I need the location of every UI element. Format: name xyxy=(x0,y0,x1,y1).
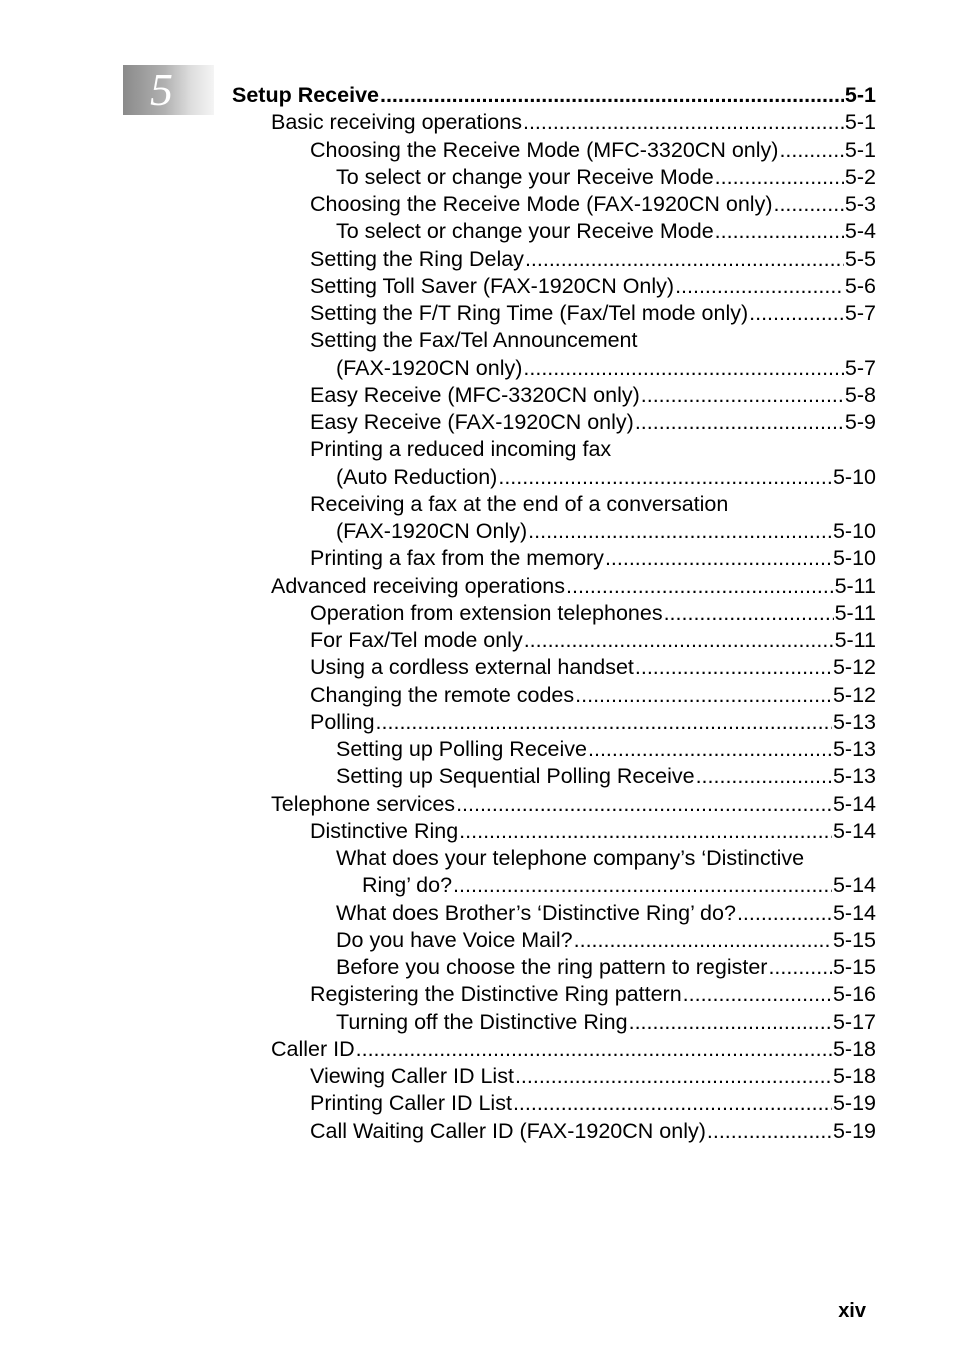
toc-entry-page: 5-15 xyxy=(832,955,876,979)
dot-leader xyxy=(524,627,834,654)
toc-entry-title: Using a cordless external handset xyxy=(310,655,634,680)
toc-entry[interactable] xyxy=(0,409,954,436)
toc-entry-title: Turning off the Distinctive Ring xyxy=(336,1009,628,1034)
dot-leader xyxy=(356,1036,832,1063)
toc-entry-title: (FAX-1920CN Only) xyxy=(336,519,528,543)
toc-entry[interactable] xyxy=(0,1090,954,1117)
toc-entry-title: Basic receiving operations xyxy=(271,110,522,135)
toc-entry-page: 5-11 xyxy=(834,600,876,625)
toc-entry-title: To select or change your Receive Mode xyxy=(336,219,714,244)
toc-entry-page: 5-1 xyxy=(844,83,876,107)
toc-entry[interactable] xyxy=(0,109,954,136)
toc-entry-page: 5-13 xyxy=(832,709,876,734)
toc-entry[interactable] xyxy=(0,1036,954,1063)
dot-leader xyxy=(453,872,832,899)
toc-entry-title: Printing a fax from the memory xyxy=(310,546,604,571)
toc-entry[interactable] xyxy=(0,218,954,245)
toc-entry-page: 5-14 xyxy=(832,873,876,898)
toc-entry-title: Registering the Distinctive Ring pattern xyxy=(310,982,682,1007)
toc-entry-page: 5-18 xyxy=(832,1036,876,1061)
dot-leader xyxy=(635,654,832,681)
toc-entry[interactable] xyxy=(0,682,954,709)
toc-entry[interactable] xyxy=(0,327,954,354)
dot-leader xyxy=(605,545,832,572)
dot-leader xyxy=(629,1009,832,1036)
toc-entry-page: 5-4 xyxy=(844,219,876,244)
toc-entry-title: For Fax/Tel mode only xyxy=(310,628,523,652)
toc-entry-page: 5-19 xyxy=(832,1091,876,1116)
dot-leader xyxy=(513,1090,832,1117)
toc-entry-title: Receiving a fax at the end of a conversation xyxy=(310,491,729,516)
dot-leader xyxy=(523,355,844,382)
dot-leader xyxy=(566,573,834,600)
toc-entry-page: 5-10 xyxy=(832,519,876,543)
toc-entry-page: 5-13 xyxy=(832,764,876,789)
toc-entry[interactable] xyxy=(0,137,954,164)
chapter-number: 5 xyxy=(150,64,173,115)
toc-entry-page: 5-17 xyxy=(832,1009,876,1034)
toc-entry[interactable] xyxy=(0,818,954,845)
dot-leader xyxy=(528,518,832,545)
toc-entry-title: Operation from extension telephones xyxy=(310,600,663,625)
toc-entry[interactable] xyxy=(0,927,954,954)
dot-leader xyxy=(525,246,844,273)
toc-entry-title: Changing the remote codes xyxy=(310,682,575,707)
toc-entry-page: 5-19 xyxy=(832,1118,876,1143)
toc-entry[interactable] xyxy=(0,981,954,1008)
dot-leader xyxy=(707,1118,832,1145)
dot-leader xyxy=(779,137,843,164)
toc-entry-page: 5-6 xyxy=(844,273,876,298)
toc-entry-title: Ring’ do? xyxy=(362,873,453,898)
toc-entry-title: Choosing the Receive Mode (FAX-1920CN only) xyxy=(310,192,773,216)
dot-leader xyxy=(768,954,832,981)
dot-leader xyxy=(675,273,844,300)
toc-entry-page: 5-11 xyxy=(834,573,876,598)
toc-entry-title: To select or change your Receive Mode xyxy=(336,164,714,189)
toc-entry-title: Caller ID xyxy=(271,1036,355,1061)
toc-entry-page: 5-12 xyxy=(832,682,876,707)
dot-leader xyxy=(683,981,832,1008)
toc-entry-page: 5-14 xyxy=(832,900,876,925)
toc-entry-page: 5-1 xyxy=(844,137,876,162)
toc-entry[interactable] xyxy=(0,763,954,790)
toc-entry-page: 5-8 xyxy=(844,382,876,407)
toc-entry-title: Setup Receive xyxy=(232,83,379,107)
toc-entry-page: 5-18 xyxy=(832,1064,876,1088)
toc-entry-title: Setting the Fax/Tel Announcement xyxy=(310,328,638,353)
toc-entry[interactable] xyxy=(0,464,954,491)
toc-entry-title: Printing a reduced incoming fax xyxy=(310,437,612,462)
dot-leader xyxy=(635,409,844,436)
dot-leader xyxy=(523,109,844,136)
dot-leader xyxy=(749,300,844,327)
toc-entry[interactable] xyxy=(0,736,954,763)
toc-entry[interactable] xyxy=(0,491,954,518)
toc-entry-title: Easy Receive (MFC-3320CN only) xyxy=(310,382,640,407)
toc-entry-page: 5-13 xyxy=(832,737,876,761)
toc-entry[interactable] xyxy=(0,382,954,409)
footer-page-number: xiv xyxy=(838,1300,866,1322)
dot-leader xyxy=(588,736,832,763)
toc-entry-title: Setting up Polling Receive xyxy=(336,737,587,761)
dot-leader xyxy=(574,927,832,954)
toc-entry[interactable] xyxy=(0,954,954,981)
toc-entry[interactable] xyxy=(0,273,954,300)
dot-leader xyxy=(456,791,832,818)
toc-entry-title: Advanced receiving operations xyxy=(271,573,566,598)
toc-entry[interactable] xyxy=(0,300,954,327)
toc-entry-page: 5-14 xyxy=(832,791,876,816)
toc-entry-title: Do you have Voice Mail? xyxy=(336,927,573,952)
toc-entry-page: 5-2 xyxy=(844,164,876,189)
toc-entry[interactable] xyxy=(0,1118,954,1145)
dot-leader xyxy=(515,1063,832,1090)
toc-entry-title: What does Brother’s ‘Distinctive Ring’ do? xyxy=(336,900,736,925)
toc-entry[interactable] xyxy=(0,573,954,600)
toc-entry-title: Viewing Caller ID List xyxy=(310,1064,514,1088)
toc-entry[interactable] xyxy=(0,1009,954,1036)
toc-entry[interactable] xyxy=(0,900,954,927)
toc-entry-title: Before you choose the ring pattern to register xyxy=(336,955,768,979)
toc-entry[interactable] xyxy=(0,654,954,681)
toc-entry-title: Setting up Sequential Polling Receive xyxy=(336,764,695,789)
table-of-contents xyxy=(0,82,954,1145)
dot-leader xyxy=(459,818,832,845)
toc-entry[interactable] xyxy=(0,600,954,627)
dot-leader xyxy=(715,164,844,191)
toc-entry-page: 5-5 xyxy=(844,246,876,271)
toc-entry-title: Setting Toll Saver (FAX-1920CN Only) xyxy=(310,273,675,298)
toc-entry-page: 5-11 xyxy=(834,628,876,652)
toc-entry-title: Choosing the Receive Mode (MFC-3320CN only) xyxy=(310,137,779,162)
toc-entry[interactable] xyxy=(0,845,954,872)
toc-entry-title: Setting the F/T Ring Time (Fax/Tel mode only) xyxy=(310,301,749,325)
dot-leader xyxy=(696,763,832,790)
toc-entry[interactable] xyxy=(0,627,954,654)
dot-leader xyxy=(575,682,832,709)
toc-entry-title: What does your telephone company’s ‘Distinctive xyxy=(336,846,805,870)
toc-entry[interactable] xyxy=(0,518,954,545)
toc-entry-page: 5-9 xyxy=(844,410,876,434)
toc-entry-title: Call Waiting Caller ID (FAX-1920CN only) xyxy=(310,1118,706,1143)
dot-leader xyxy=(664,600,834,627)
toc-entry-title: Polling xyxy=(310,709,375,734)
toc-entry[interactable] xyxy=(0,191,954,218)
toc-entry-page: 5-10 xyxy=(832,464,876,489)
toc-entry[interactable] xyxy=(0,545,954,572)
toc-entry-title: Printing Caller ID List xyxy=(310,1091,512,1116)
toc-entry[interactable] xyxy=(0,246,954,273)
toc-entry[interactable] xyxy=(0,1063,954,1090)
toc-entry-title: Distinctive Ring xyxy=(310,818,459,843)
toc-entry-page: 5-3 xyxy=(844,192,876,216)
toc-entry[interactable] xyxy=(0,791,954,818)
dot-leader xyxy=(498,464,832,491)
toc-entry-page: 5-7 xyxy=(844,355,876,380)
dot-leader xyxy=(380,82,844,109)
toc-entry[interactable] xyxy=(0,709,954,736)
dot-leader xyxy=(773,191,843,218)
dot-leader xyxy=(715,218,844,245)
toc-entry-page: 5-15 xyxy=(832,927,876,952)
dot-leader xyxy=(376,709,832,736)
toc-entry-page: 5-7 xyxy=(844,301,876,325)
toc-entry-page: 5-14 xyxy=(832,818,876,843)
toc-entry[interactable] xyxy=(0,164,954,191)
toc-entry-title: (FAX-1920CN only) xyxy=(336,355,523,380)
toc-entry-page: 5-10 xyxy=(832,546,876,571)
toc-entry-page: 5-12 xyxy=(832,655,876,680)
toc-entry-title: (Auto Reduction) xyxy=(336,464,498,489)
dot-leader xyxy=(737,900,832,927)
toc-entry-page: 5-1 xyxy=(844,110,876,135)
toc-entry-title: Setting the Ring Delay xyxy=(310,246,524,271)
toc-entry[interactable] xyxy=(0,82,954,109)
toc-entry[interactable] xyxy=(0,872,954,899)
toc-entry-title: Telephone services xyxy=(271,791,456,816)
toc-entry-title: Easy Receive (FAX-1920CN only) xyxy=(310,410,634,434)
toc-entry[interactable] xyxy=(0,355,954,382)
toc-entry[interactable] xyxy=(0,436,954,463)
dot-leader xyxy=(641,382,844,409)
toc-entry-page: 5-16 xyxy=(832,982,876,1007)
